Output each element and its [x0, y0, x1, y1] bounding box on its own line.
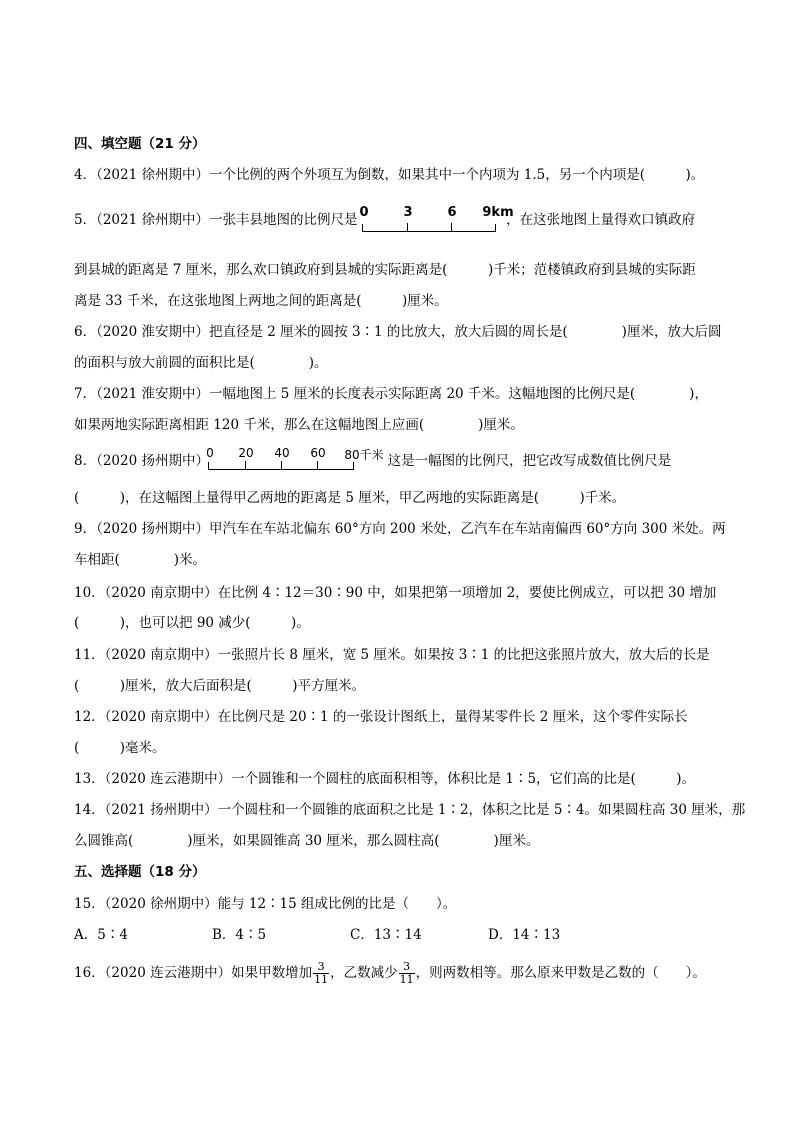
question-16-part-3: ，则两数相等。那么原来甲数是乙数的（ ）。	[415, 965, 706, 981]
scale-tick	[451, 223, 452, 231]
question-13: 13．（2020 连云港期中）一个圆锥和一个圆柱的底面积相等，体积比是 1∶5，它们高的比是( )。	[74, 771, 696, 787]
scale-label: 0	[206, 446, 214, 460]
question-16	[74, 960, 706, 986]
scale-bar-kilometers	[206, 446, 384, 462]
question-4: 4．（2021 徐州期中）一个比例的两个外项互为倒数，如果其中一个内项为 1.5，另一个内项是( )。	[74, 167, 705, 183]
option-a: A．5∶4	[74, 927, 128, 943]
question-7-line-1: 7．（2021 淮安期中）一幅地图上 5 厘米的长度表示实际距离 20 千米。这幅地图的比例尺是( )，	[74, 386, 708, 402]
scale-label: 20	[238, 446, 254, 460]
question-10-line-2: ( )，也可以把 90 减少( )。	[74, 615, 310, 631]
question-8-line-2: ( )，在这幅图上量得甲乙两地的距离是 5 厘米，甲乙两地的实际距离是( )千米。	[74, 490, 626, 506]
question-10-line-1: 10．（2020 南京期中）在比例 4∶12＝30∶90 中，如果把第一项增加 2，要使比例成立，可以把 30 增加	[74, 585, 717, 601]
question-9-line-2: 车相距( )米。	[74, 552, 207, 568]
fraction-numerator: 3	[313, 961, 329, 974]
scale-tick	[281, 461, 282, 469]
question-5-line-3: 离是 33 千米，在这张地图上两地之间的距离是( )厘米。	[74, 293, 448, 309]
question-8-text-before: 8．（2020 扬州期中）	[74, 453, 209, 469]
question-9-line-1: 9．（2020 扬州期中）甲汽车在车站北偏东 60°方向 200 米处，乙汽车在车站南偏西 60°方向 300 米处。两	[74, 521, 726, 537]
question-5-text-after: ，在这张地图上量得欢口镇政府	[506, 212, 696, 228]
question-16-part-1: 16．（2020 连云港期中）如果甲数增加	[74, 965, 313, 981]
option-b: B．4∶5	[212, 927, 267, 943]
question-5-text-before: 5．（2021 徐州期中）一张丰县地图的比例尺是	[74, 212, 358, 228]
fraction	[313, 961, 329, 986]
scale-label: 6	[447, 205, 457, 220]
fraction-denominator: 11	[314, 973, 329, 986]
question-16-part-2: ，乙数减少	[330, 965, 398, 981]
scale-tick	[245, 461, 246, 469]
fraction	[399, 961, 415, 986]
option-d: D．14∶13	[488, 927, 561, 943]
scale-label: 80千米	[344, 448, 384, 462]
question-15-options	[74, 926, 626, 944]
question-7-line-2: 如果两地实际距离相距 120 千米，那么在这幅地图上应画( )厘米。	[74, 417, 524, 433]
question-12-line-1: 12．（2020 南京期中）在比例尺是 20∶1 的一张设计图纸上，量得某零件长 2 厘米，这个零件实际长	[74, 709, 688, 725]
scale-line	[362, 224, 496, 232]
question-11-line-1: 11．（2020 南京期中）一张照片长 8 厘米，宽 5 厘米。如果按 3∶1 的比把这张照片放大，放大后的长是	[74, 647, 710, 663]
scale-tick	[407, 223, 408, 231]
question-6-line-1: 6．（2020 淮安期中）把直径是 2 厘米的圆按 3∶1 的比放大，放大后圆的周长是( )厘米，放大后圆	[74, 324, 722, 340]
fraction-numerator: 3	[399, 961, 415, 974]
scale-label: 60	[310, 446, 326, 460]
question-14-line-1: 14．（2021 扬州期中）一个圆柱和一个圆锥的底面积之比是 1∶2，体积之比是 5∶4。如果圆柱高 30 厘米，那	[74, 802, 746, 818]
question-5-line-2: 到县城的距离是 7 厘米，那么欢口镇政府到县城的实际距离是( )千米；范楼镇政府到县城的实际距	[74, 262, 696, 278]
section-heading-choice: 五、选择题（18 分）	[74, 864, 206, 880]
question-12-line-2: ( )毫米。	[74, 740, 166, 756]
scale-label: 9km	[482, 205, 514, 220]
scale-label: 40	[274, 446, 290, 460]
question-6-line-2: 的面积与放大前圆的面积比是( )。	[74, 355, 328, 371]
question-15-stem: 15．（2020 徐州期中）能与 12∶15 组成比例的比是（ ）。	[74, 896, 457, 912]
fraction-denominator: 11	[399, 973, 414, 986]
question-8-text-after: 这是一幅图的比例尺，把它改写成数值比例尺是	[387, 453, 672, 469]
scale-line	[208, 462, 354, 470]
section-heading-fill-in: 四、填空题（21 分）	[74, 136, 206, 152]
scale-label: 3	[403, 205, 413, 220]
scale-bar-km	[359, 205, 514, 221]
question-11-line-2: ( )厘米，放大后面积是( )平方厘米。	[74, 678, 366, 694]
option-c: C．13∶14	[350, 927, 422, 943]
question-14-line-2: 么圆锥高( )厘米，如果圆锥高 30 厘米，那么圆柱高( )厘米。	[74, 833, 540, 849]
scale-label: 0	[359, 205, 369, 220]
scale-tick	[317, 461, 318, 469]
